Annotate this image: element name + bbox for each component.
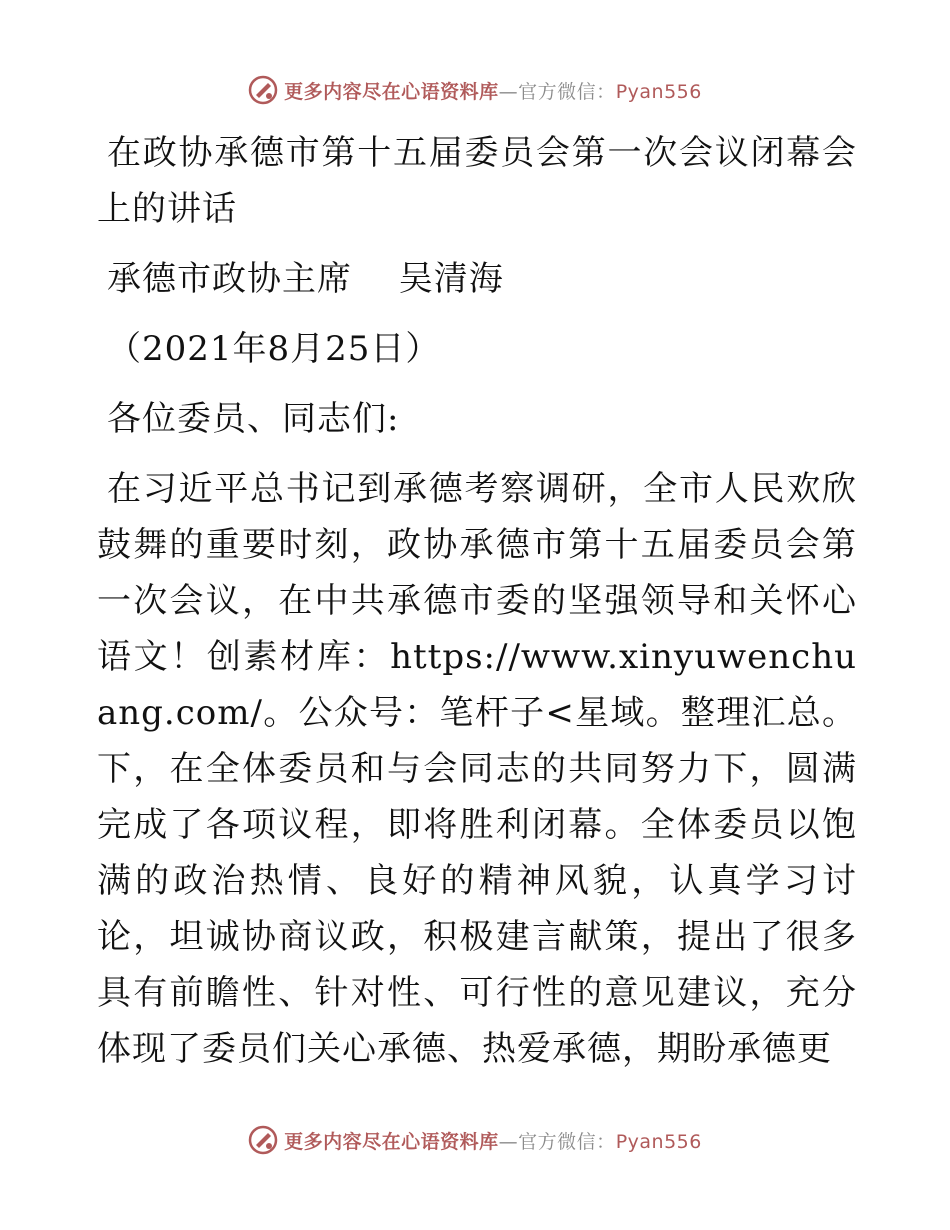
document-title: 在政协承德市第十五届委员会第一次会议闭幕会上的讲话: [97, 133, 857, 229]
logo-icon: [248, 1125, 278, 1155]
watermark-text: 更多内容尽在心语资料库—官方微信：Pyan556: [284, 80, 702, 103]
logo-icon: [248, 75, 278, 105]
document-body: 在习近平总书记到承德考察调研，全市人民欢欣鼓舞的重要时刻，政协承德市第十五届委员会第一次会议，在中共承德市委的坚强领导和关怀心语文！创素材库：https://www.xinyuwenchuang.com/。公众号：笔杆子<星域。整理汇总。下，在全体委员和与会同志的共同努力下，圆满完成了各项议程，即将胜利闭幕。全体委员以饱满的政治热情、良好的精神风貌，认真学习讨论，坦诚协商议政，积极建言献策，提出了很多具有前瞻性、针对性、可行性的意见建议，充分体现了委员们关心承德、热爱承德，期盼承德更: [97, 469, 857, 1069]
document-content: [97, 125, 857, 1077]
document-date: （2021年8月25日）: [107, 329, 441, 369]
watermark-text: 更多内容尽在心语资料库—官方微信：Pyan556: [284, 1130, 702, 1153]
watermark-header: [0, 70, 950, 110]
watermark-footer: [0, 1120, 950, 1160]
document-author: 承德市政协主席 吴清海: [107, 259, 504, 299]
document-greeting: 各位委员、同志们:: [107, 399, 400, 439]
